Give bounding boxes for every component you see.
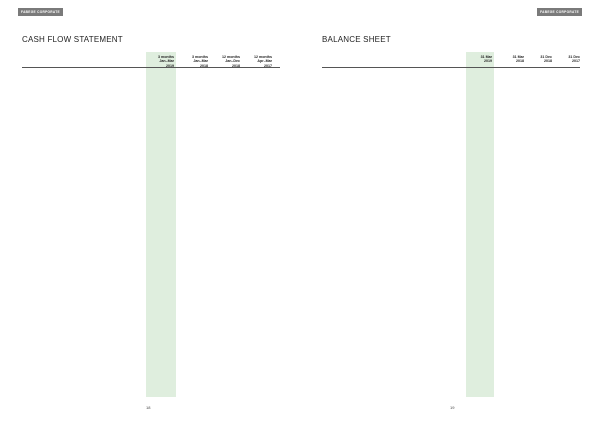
balance-sheet-title: BALANCE SHEET [322, 35, 391, 44]
current-period-column-highlight [146, 52, 176, 397]
column-header: 31 Mar 2018 [512, 55, 524, 64]
page-tab: FABEGE CORPORATE [18, 8, 63, 16]
current-period-column-highlight [466, 52, 494, 397]
column-header: 3 months Jan–Mar 2018 [192, 55, 208, 68]
header-rule [22, 67, 280, 68]
column-header: 3 months Jan–Mar 2019 [158, 55, 174, 68]
column-header: 31 Dec 2018 [540, 55, 552, 64]
header-rule [322, 67, 580, 68]
page-number: 19 [450, 405, 455, 410]
column-header: 31 Dec 2017 [568, 55, 580, 64]
page-tab: FABEGE CORPORATE [537, 8, 582, 16]
page-number: 18 [146, 405, 151, 410]
cash-flow-table [22, 52, 280, 397]
balance-sheet-table [322, 52, 580, 397]
balance-sheet-page [300, 0, 600, 424]
column-header: 12 months Jan–Dec 2018 [222, 55, 240, 68]
column-header: 12 months Apr–Mar 2017 [254, 55, 272, 68]
column-header: 31 Mar 2019 [480, 55, 492, 64]
cash-flow-title: CASH FLOW STATEMENT [22, 35, 123, 44]
